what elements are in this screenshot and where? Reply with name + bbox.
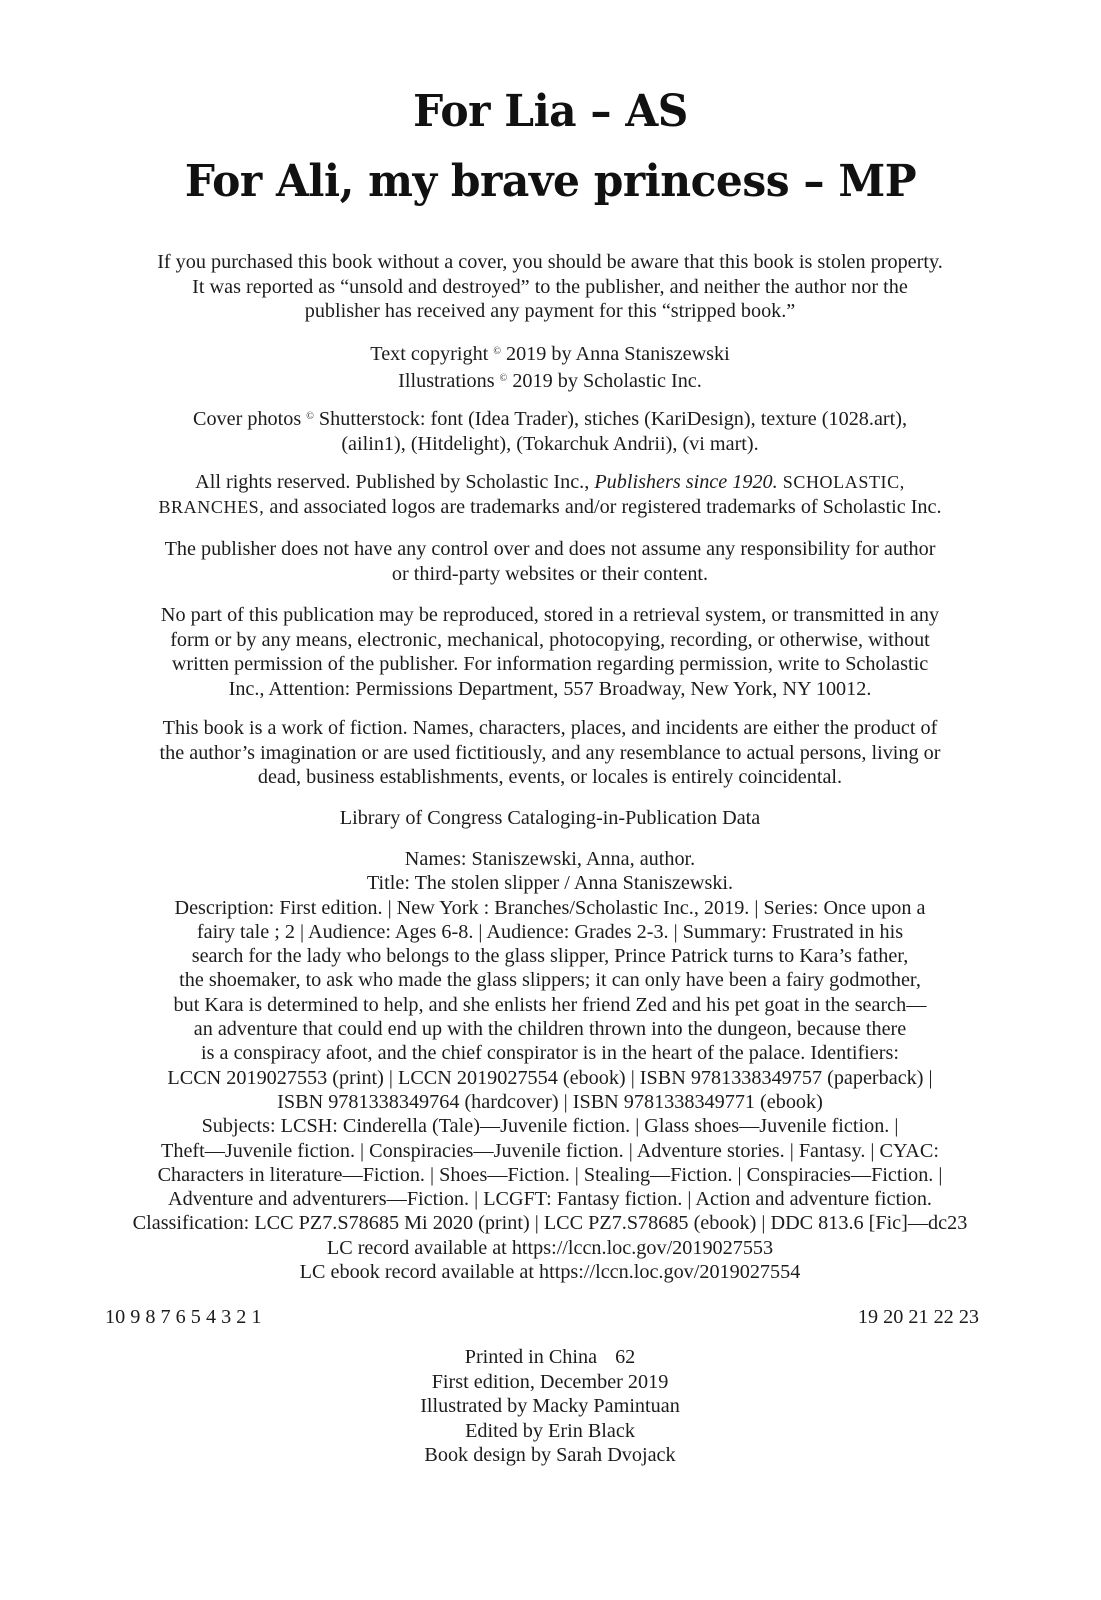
reproduction-notice [100, 603, 1000, 701]
trademark-branches: BRANCHES, [158, 496, 265, 517]
rights-text: and associated logos are trademarks and/or registered trademarks of Scholastic Inc. [269, 495, 942, 518]
copyright-symbol: © [499, 372, 508, 384]
stripped-notice-line: It was reported as “unsold and destroyed” to the publisher, and neither the author nor the [192, 275, 908, 298]
copyright-symbol: © [493, 346, 501, 357]
rights-text: All rights reserved. Published by Scholastic Inc., [195, 471, 595, 493]
cip-line: fairy tale ; 2 | Audience: Ages 6-8. | Audience: Grades 2-3. | Summary: Frustrated in his [196, 920, 904, 943]
rights-line-1 [100, 470, 1000, 495]
cip-line: Characters in literature—Fiction. | Shoes—Fiction. | Stealing—Fiction. | Conspiracies—Fiction. | [157, 1163, 943, 1186]
printer-code: 62 [615, 1346, 636, 1368]
cip-line: LC record available at https://lccn.loc.gov/2019027553 [326, 1236, 774, 1259]
edition-line: First edition, December 2019 [431, 1370, 669, 1393]
reproduction-notice-line: form or by any means, electronic, mechanical, photocopying, recording, or otherwise, without [170, 628, 930, 651]
printed-in-line [100, 1345, 1000, 1370]
cip-line: Names: Staniszewski, Anna, author. [404, 848, 696, 870]
websites-notice [100, 537, 1000, 586]
illustrator-credit: Illustrated by Macky Pamintuan [420, 1395, 680, 1417]
cip-line: an adventure that could end up with the children thrown into the dungeon, because there [193, 1018, 907, 1041]
cip-line: the shoemaker, to ask who made the glass slippers; it can only have been a fairy godmother, [179, 969, 921, 992]
trademark-scholastic: SCHOLASTIC, [782, 472, 905, 492]
printing-year-line: 19 20 21 22 23 [857, 1306, 979, 1328]
stripped-notice-line: publisher has received any payment for this “stripped book.” [304, 300, 796, 322]
illustrations-copyright-label: Illustrations [398, 369, 495, 392]
designer-credit: Book design by Sarah Dvojack [424, 1444, 676, 1466]
cip-line: Title: The stolen slipper / Anna Staniszewski. [366, 872, 734, 895]
fiction-notice-line: dead, business establishments, events, or locales is entirely coincidental. [257, 766, 843, 788]
text-copyright-holder: 2019 by Anna Staniszewski [505, 343, 730, 365]
printing-number-line: 10 9 8 7 6 5 4 3 2 1 [105, 1306, 262, 1328]
cip-line: Theft—Juvenile fiction. | Conspiracies—Juvenile fiction. | Adventure stories. | Fantasy. | CYAC: [161, 1139, 939, 1162]
websites-notice-line: The publisher does not have any control over and does not assume any responsibility for author [164, 538, 936, 560]
cover-photos-line-1 [100, 405, 1000, 432]
cover-photos-credit [100, 405, 1000, 456]
editor-credit: Edited by Erin Black [465, 1419, 635, 1442]
publisher-slogan: Publishers since 1920. [594, 471, 778, 493]
stripped-notice-line: If you purchased this book without a cover, you should be aware that this book is stolen property. [157, 251, 943, 273]
cip-line: LC ebook record available at https://lccn.loc.gov/2019027554 [299, 1261, 801, 1284]
cip-line: but Kara is determined to help, and she enlists her friend Zed and his pet goat in the search— [173, 993, 927, 1016]
reproduction-notice-line: Inc., Attention: Permissions Department, 557 Broadway, New York, NY 10012. [228, 677, 872, 700]
cip-line: ISBN 9781338349764 (hardcover) | ISBN 9781338349771 (ebook) [277, 1090, 823, 1113]
rights-line-2 [100, 495, 1000, 520]
cip-line: Classification: LCC PZ7.S78685 Mi 2020 (print) | LCC PZ7.S78685 (ebook) | DDC 813.6 [Fic]—dc23 [132, 1212, 968, 1235]
fiction-notice [100, 716, 1000, 790]
illustrations-copyright [100, 367, 1000, 394]
copyright-symbol: © [306, 411, 314, 422]
rights-notice [100, 470, 1000, 519]
fiction-notice-line: the author’s imagination or are used fictitiously, and any resemblance to actual persons, living or [159, 741, 941, 764]
text-copyright-label: Text copyright [370, 343, 489, 365]
illustrations-copyright-holder: 2019 by Scholastic Inc. [512, 369, 702, 392]
cip-line: Subjects: LCSH: Cinderella (Tale)—Juvenile fiction. | Glass shoes—Juvenile fiction. | [201, 1115, 899, 1138]
stripped-book-notice [100, 250, 1000, 324]
cip-line: is a conspiracy afoot, and the chief conspirator is in the heart of the palace. Identifiers: [201, 1042, 899, 1065]
copyright-notice [100, 340, 1000, 393]
cover-photos-line-2: (ailin1), (Hitdelight), (Tokarchuk Andrii), (vi mart). [341, 432, 759, 455]
text-copyright [100, 340, 1000, 367]
websites-notice-line: or third-party websites or their content. [391, 562, 709, 585]
reproduction-notice-line: No part of this publication may be reproduced, stored in a retrieval system, or transmitted in any [160, 604, 940, 626]
cip-heading: Library of Congress Cataloging-in-Publication Data [339, 807, 761, 829]
cover-photos-sources: Shutterstock: font (Idea Trader), stiches (KariDesign), texture (1028.art), [318, 408, 908, 430]
cip-line: search for the lady who belongs to the glass slipper, Prince Patrick turns to Kara’s father, [191, 945, 909, 968]
cip-line: LCCN 2019027553 (print) | LCCN 2019027554 (ebook) | ISBN 9781338349757 (paperback) | [167, 1066, 933, 1089]
fiction-notice-line: This book is a work of fiction. Names, characters, places, and incidents are either the product of [162, 717, 938, 739]
cover-photos-label: Cover photos [192, 408, 302, 430]
cip-line: Description: First edition. | New York : Branches/Scholastic Inc., 2019. | Series: Once upon a [174, 896, 926, 919]
cip-data [100, 847, 1000, 1284]
colophon [100, 1345, 1000, 1468]
dedication-line-2: For Ali, my brave princess – MP [184, 156, 917, 207]
dedication-line-1: For Lia – AS [413, 86, 688, 137]
printed-in: Printed in China [464, 1346, 598, 1368]
reproduction-notice-line: written permission of the publisher. For information regarding permission, write to Scholastic [171, 653, 929, 675]
cip-line: Adventure and adventurers—Fiction. | LCGFT: Fantasy fiction. | Action and adventure fiction. [168, 1188, 932, 1211]
